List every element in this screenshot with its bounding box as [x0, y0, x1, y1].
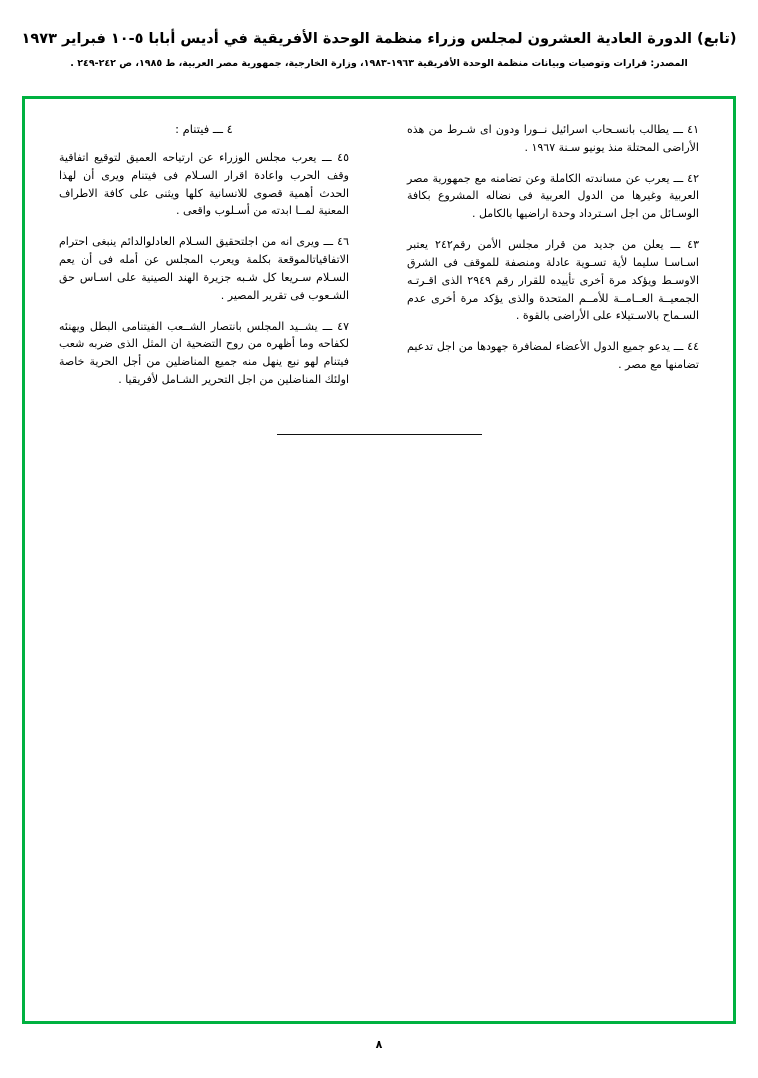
right-column: [379, 121, 707, 402]
paragraph-47: ٤٧ ـــ يشــيد المجلس بانتصار الشــعب الفيتنامى البطل ويهنئه لكفاحه وما أظهره من روح التضحية ان المثل الذى ضربه شعب فيتنام لهو نبع ينهل منه جميع المناضلين من أجل الحرية خاصة اولئك المناضلين من اجل التحرير الشـامل لأفريقيا .: [59, 319, 349, 386]
page-number: ٨: [375, 1038, 383, 1051]
two-column-body: [25, 99, 733, 402]
paragraph-44: ٤٤ ـــ يدعو جميع الدول الأعضاء لمضافرة جهودها من اجل تدعيم تضامنها مع مصر .: [407, 340, 699, 371]
source-line: المصدر: قرارات وتوصيات وبيانات منظمة الوحدة الأفريقية ١٩٦٣-١٩٨٣، وزارة الخارجية، جمهورية مصر العربية، ط ١٩٨٥، ص ٢٤٢-٢٤٩ .: [70, 57, 688, 69]
paragraph-43: ٤٣ ـــ يعلن من جديد من قرار مجلس الأمن رقم٢٤٢ يعتبر اسـاسـا سليما لأية تسـوية عادلة ومنصفة للموقف فى الشرق الاوسـط ويؤكد مرة أخرى تأييده للقرار رقم ٢٩٤٩ الذى اقـرتـه الجمعيــة العــامــة للأمــم المتحدة والذى يؤكد مرة أخرى عدم السـماح بالاسـتيلاء على الأراضى بالقوة .: [407, 238, 699, 323]
section-heading-vietnam: ٤ ـــ فيتنام :: [175, 122, 233, 136]
paragraph-42: ٤٢ ـــ يعرب عن مساندته الكاملة وعن تضامنه مع جمهورية مصر العربية وغيرها من الدول العربية فى نضاله المشروع بكافة الوسـائل من اجل اسـترداد وحدة اراضيها بالكامل .: [407, 171, 699, 221]
left-column: [51, 121, 379, 402]
paragraph-41: ٤١ ـــ يطالب بانسـحاب اسرائيل نــورا ودون اى شـرط من هذه الأراضى المحتلة منذ يونيو سـنة ١٩٦٧ .: [407, 123, 699, 154]
paragraph-46: ٤٦ ـــ ويرى انه من اجلتحقيق السـلام العادلوالدائم ينبغى احترام الاتفاقياتالموقعة بكلمة ويعرب المجلس عن أمله فى أن يعم السـلام سـريعا كل شـبه جزيرة الهند الصينية على اسـاس حق الشـعوب فى تقرير المصير .: [59, 235, 349, 302]
content-frame: [22, 96, 736, 1024]
paragraph-45: ٤٥ ـــ يعرب مجلس الوزراء عن ارتياحه العميق لتوقيع اتفاقية وقف الحرب واعادة اقرار السـلام فى فيتنام ويرى أن لهذا الحدث أهمية قصوى للانسانية كلها ويثنى على كافة الاطراف المعنية لمــا ابدته من أسـلوب واقعى .: [59, 151, 349, 218]
page-title: (تابع) الدورة العادية العشرون لمجلس وزراء منظمة الوحدة الأفريقية في أديس أبابا ٥-١٠ فبراير ١٩٧٣: [21, 31, 737, 47]
horizontal-rule: [277, 434, 482, 435]
document-header: [0, 0, 758, 69]
horizontal-rule-wrapper: [25, 434, 733, 435]
